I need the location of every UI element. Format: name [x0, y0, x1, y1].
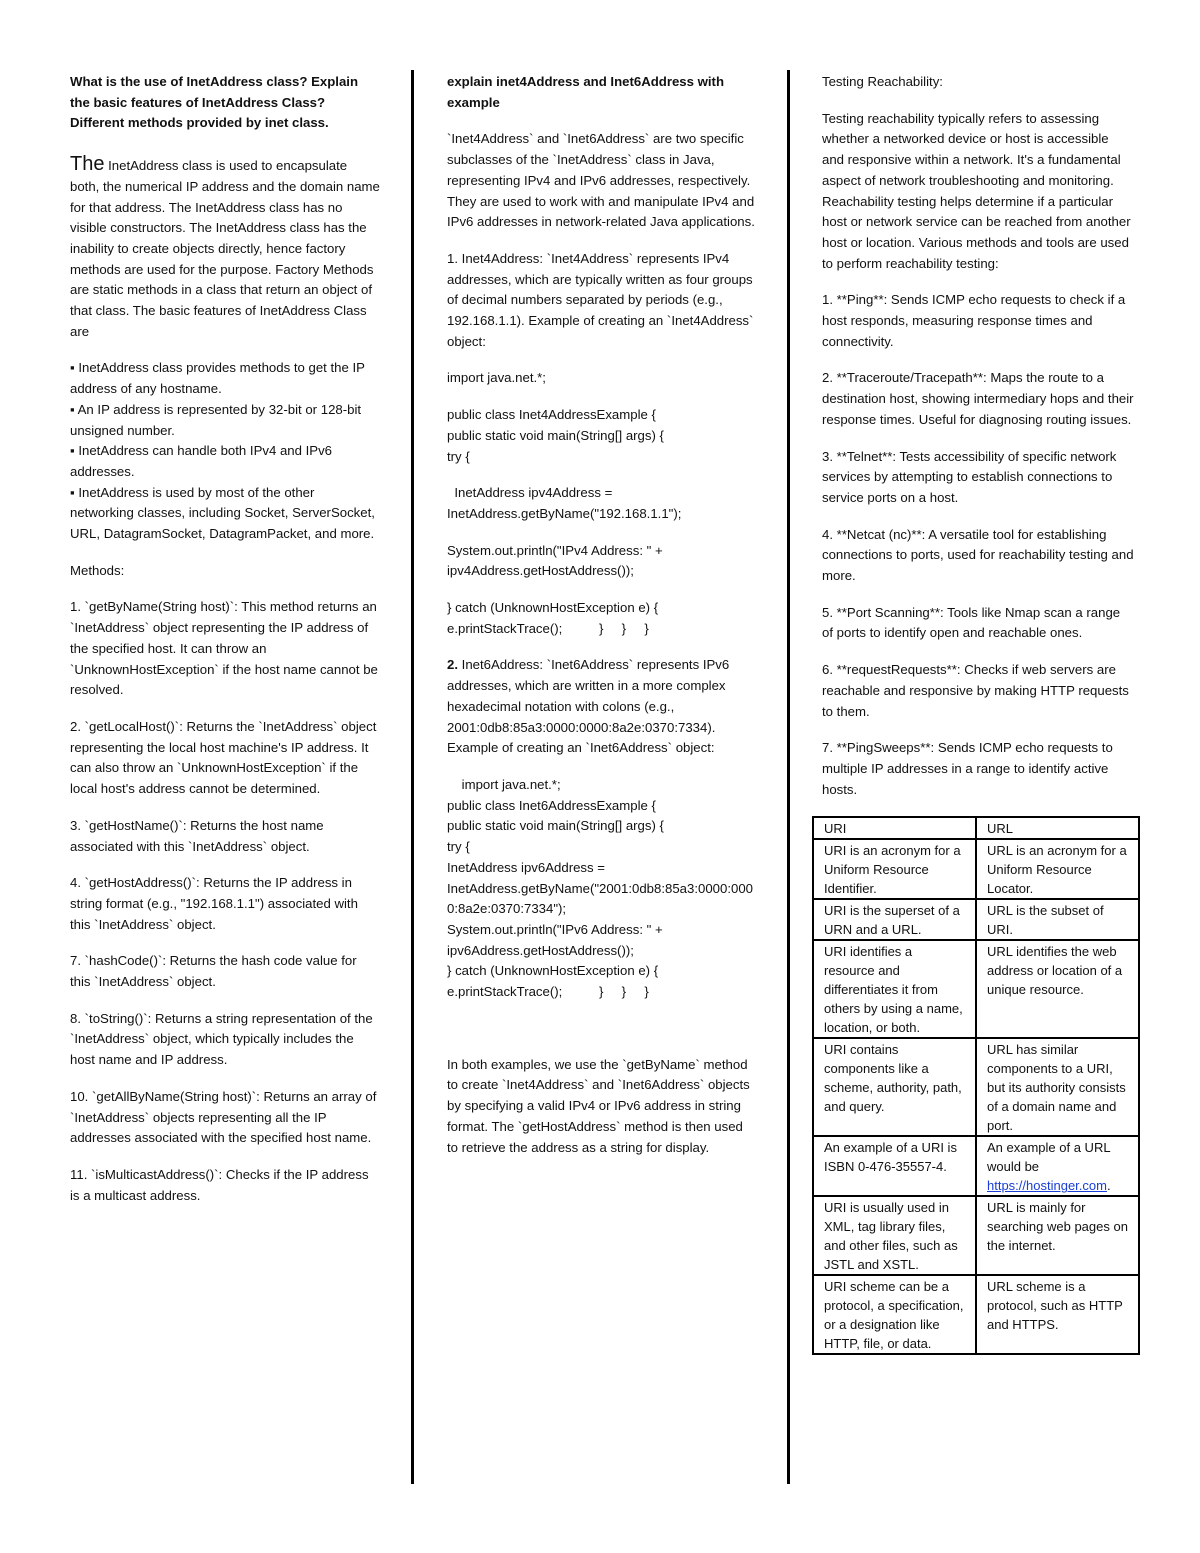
code-line: import java.net.*;: [447, 776, 561, 792]
table-header-row: [813, 817, 1139, 839]
features-list: [70, 358, 380, 544]
reachability-item: 4. **Netcat (nc)**: A versatile tool for establishing connections to ports, used for reachability testing and more.: [822, 526, 1134, 584]
reachability-heading: Testing Reachability:: [822, 74, 943, 89]
feature-item: ▪ InetAddress can handle both IPv4 and IPv6 addresses.: [70, 443, 333, 479]
code-line: import java.net.*;: [447, 370, 546, 386]
methods-heading: Methods:: [70, 562, 125, 578]
code-line: ipv4Address.getHostAddress());: [447, 563, 634, 579]
column-divider: [787, 70, 790, 1484]
code-line: e.printStackTrace(); } } }: [447, 620, 649, 636]
table-cell: URI is usually used in XML, tag library files, and other files, such as JSTL and XSTL.: [813, 1196, 976, 1275]
table-cell: URL scheme is a protocol, such as HTTP and HTTPS.: [976, 1275, 1139, 1354]
reachability-item: 3. **Telnet**: Tests accessibility of specific network services by attempting to establish connections to service ports on a host.: [822, 448, 1117, 505]
reachability-item: 5. **Port Scanning**: Tools like Nmap scan a range of ports to identify open and reachable ones.: [822, 604, 1121, 641]
method-item: 2. `getLocalHost()`: Returns the `InetAddress` object representing the local host machine's IP address. It can also throw an `UnknownHostException` if the local host's address cannot be determined.: [70, 718, 377, 797]
table-row: [813, 940, 1139, 1038]
code-line: } catch (UnknownHostException e) {: [447, 963, 659, 979]
code-line: e.printStackTrace(); } } }: [447, 984, 649, 1000]
cell-text: .: [1106, 1178, 1111, 1194]
table-cell: URL is an acronym for a Uniform Resource Locator.: [976, 839, 1139, 899]
code-line: System.out.println("IPv4 Address: " +: [447, 542, 663, 558]
table-row: [813, 1275, 1139, 1354]
table-header-cell: URI: [813, 817, 976, 839]
code-line: public class Inet4AddressExample {: [447, 407, 656, 423]
column-inetaddress: [70, 72, 380, 1222]
feature-item: ▪ InetAddress class provides methods to get the IP address of any hostname.: [70, 360, 365, 397]
inet6-code-block: [447, 775, 757, 1003]
intro-paragraph: [70, 154, 380, 342]
feature-item: ▪ An IP address is represented by 32-bit or 128-bit unsigned number.: [70, 401, 362, 438]
code-line: System.out.println("IPv6 Address: " +: [447, 921, 663, 937]
feature-item: ▪ InetAddress is used by most of the other networking classes, including Socket, ServerSocket, URL, DatagramSocket, DatagramPacket, and more.: [70, 484, 375, 542]
code-line: public static void main(String[] args) {: [447, 427, 664, 443]
inet6-description: [447, 655, 757, 759]
inet4-description: 1. Inet4Address: `Inet4Address` represents IPv4 addresses, which are typically written as four groups of decimal numbers separated by periods (e.g., 192.168.1.1). Example of creating an `Inet4Address` object:: [447, 250, 754, 349]
code-line: InetAddress ipv6Address =: [447, 859, 605, 875]
item-text: `Inet6Address` represents IPv6 addresses, which are written in a more complex hexadecimal notation with colons (e.g., 2001:0db8:85a3:0000:0000:8a2e:0370:7334). Example of creating an `Inet6Address` object:: [447, 657, 730, 756]
table-row: [813, 899, 1139, 940]
code-line: try {: [447, 839, 470, 855]
table-row: [813, 1196, 1139, 1275]
inet-intro: `Inet4Address` and `Inet6Address` are two specific subclasses of the `InetAddress` class in Java, representing IPv4 and IPv6 addresses, respectively. They are used to work with and manipulate IPv4 and IPv6 addresses in network-related Java applications.: [447, 131, 755, 230]
code-line: InetAddress.getByName("2001:0db8:85a3:0000:0000:8a2e:0370:7334");: [447, 880, 754, 917]
column-reachability: [822, 72, 1134, 1355]
table-cell: URL is the subset of URI.: [976, 899, 1139, 940]
table-row: [813, 839, 1139, 899]
table-cell: URL has similar components to a URI, but its authority consists of a domain name and port.: [976, 1038, 1139, 1136]
table-header-cell: URL: [976, 817, 1139, 839]
method-item: 8. `toString()`: Returns a string representation of the `InetAddress` object, which typically includes the host name and IP address.: [70, 1010, 373, 1068]
column-divider: [411, 70, 414, 1484]
item-number: 2.: [447, 657, 458, 673]
table-cell: URI identifies a resource and differentiates it from others by using a name, location, or both.: [813, 940, 976, 1038]
inet4-code-block: [447, 368, 757, 639]
table-cell: URL is mainly for searching web pages on the internet.: [976, 1196, 1139, 1275]
reachability-item: 6. **requestRequests**: Checks if web servers are reachable and responsive by making HTTP requests to them.: [822, 662, 1129, 719]
item-name: Inet6Address:: [458, 657, 544, 673]
column-inet4-inet6: [447, 72, 757, 1174]
code-line: InetAddress.getByName("192.168.1.1");: [447, 505, 682, 521]
uri-url-table: [812, 816, 1140, 1355]
method-item: 3. `getHostName()`: Returns the host name associated with this `InetAddress` object.: [70, 817, 324, 854]
table-cell: [976, 1136, 1139, 1196]
method-item: 1. `getByName(String host)`: This method returns an `InetAddress` object representing the IP address of the specified host. It can throw an `UnknownHostException` if the host name cannot be resolved.: [70, 599, 378, 698]
table-cell: URI scheme can be a protocol, a specification, or a designation like HTTP, file, or data.: [813, 1275, 976, 1354]
reachability-item: 1. **Ping**: Sends ICMP echo requests to check if a host responds, measuring response times and connectivity.: [822, 292, 1126, 349]
intro-text: InetAddress class is used to encapsulate both, the numerical IP address and the domain name for that address. The InetAddress class has no visible constructors. The InetAddress class has the inability to create objects directly, hence factory methods are used for the purpose. Factory Methods are static methods in a class that return an object of that class. The basic features of InetAddress Class are: [70, 158, 380, 339]
method-item: 11. `isMulticastAddress()`: Checks if the IP address is a multicast address.: [70, 1166, 369, 1203]
code-line: } catch (UnknownHostException e) {: [447, 600, 659, 616]
question-inet4-inet6: explain inet4Address and Inet6Address with example: [447, 74, 725, 110]
cell-text: An example of a URL would be: [987, 1140, 1111, 1175]
code-line: public class Inet6AddressExample {: [447, 797, 656, 813]
code-line: InetAddress ipv4Address =: [447, 485, 613, 501]
table-row: [813, 1136, 1139, 1196]
question-inetaddress: What is the use of InetAddress class? Explain the basic features of InetAddress Class? Different methods provided by inet class.: [70, 74, 359, 131]
code-line: public static void main(String[] args) {: [447, 818, 664, 834]
method-item: 7. `hashCode()`: Returns the hash code value for this `InetAddress` object.: [70, 953, 357, 990]
reachability-item: 2. **Traceroute/Tracepath**: Maps the route to a destination host, showing intermediary hops and their response times. Useful for diagnosing routing issues.: [822, 370, 1134, 427]
table-row: [813, 1038, 1139, 1136]
table-cell: An example of a URI is ISBN 0-476-35557-4.: [813, 1136, 976, 1196]
method-item: 4. `getHostAddress()`: Returns the IP address in string format (e.g., "192.168.1.1") associated with this `InetAddress` object.: [70, 875, 358, 932]
table-cell: URI is an acronym for a Uniform Resource Identifier.: [813, 839, 976, 899]
method-item: 10. `getAllByName(String host)`: Returns an array of `InetAddress` objects representing all the IP addresses associated with the specified host name.: [70, 1088, 377, 1146]
drop-word: The: [70, 153, 105, 176]
table-cell: URI is the superset of a URN and a URL.: [813, 899, 976, 940]
code-line: try {: [447, 448, 470, 464]
table-cell: URL identifies the web address or location of a unique resource.: [976, 940, 1139, 1038]
hostinger-link[interactable]: https://hostinger.com: [987, 1178, 1107, 1194]
conclusion-paragraph: In both examples, we use the `getByName` method to create `Inet4Address` and `Inet6Address` objects by specifying a valid IPv4 or IPv6 address in string format. The `getHostAddress` method is then used to retrieve the address as a string for display.: [447, 1056, 750, 1155]
reachability-intro: Testing reachability typically refers to assessing whether a networked device or host is accessible and responsive within a network. It's a fundamental aspect of network troubleshooting and monitoring. Reachability testing helps determine if a particular host or network service can be reached from another host or location. Various methods and tools are used to perform reachability testing:: [822, 110, 1131, 271]
table-cell: URI contains components like a scheme, authority, path, and query.: [813, 1038, 976, 1136]
reachability-item: 7. **PingSweeps**: Sends ICMP echo requests to multiple IP addresses in a range to identify active hosts.: [822, 740, 1113, 797]
code-line: ipv6Address.getHostAddress());: [447, 942, 634, 958]
